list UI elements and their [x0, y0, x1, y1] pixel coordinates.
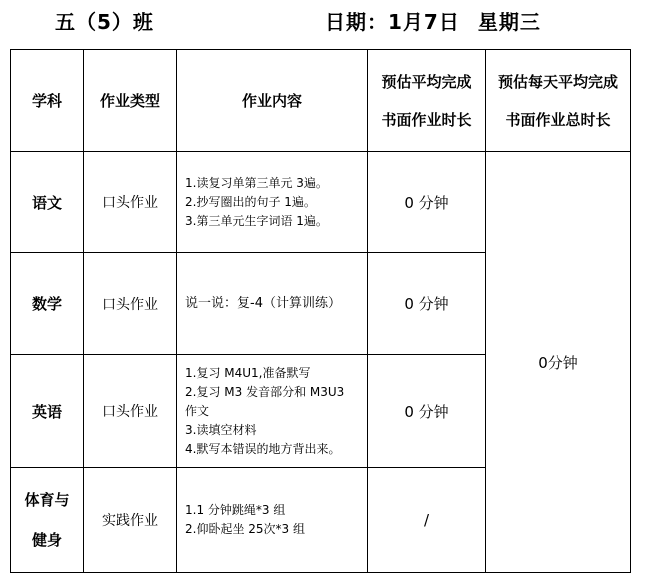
content-cell — [177, 468, 368, 573]
col-header-total-time — [486, 50, 631, 152]
type-cell: 口头作业 — [84, 152, 177, 253]
subject-line1: 体育与 — [24, 491, 70, 509]
col-header-content: 作业内容 — [177, 50, 368, 152]
time-cell: 0 分钟 — [368, 253, 486, 355]
time-cell: / — [368, 468, 486, 573]
type-cell: 口头作业 — [84, 253, 177, 355]
subject-cell: 英语 — [11, 355, 84, 468]
content-line: 2.抄写圈出的句子 1遍。 — [185, 194, 316, 209]
content-line: 3.读填空材料 — [185, 422, 257, 437]
content-line: 1.读复习单第三单元 3遍。 — [185, 175, 328, 190]
table-row — [11, 152, 631, 253]
col-header-total-time-line2: 书面作业总时长 — [505, 110, 611, 129]
class-name: 五（5）班 — [55, 10, 154, 34]
subject-cell: 语文 — [11, 152, 84, 253]
content-line: 作文 — [185, 403, 210, 418]
weekday: 星期三 — [477, 10, 541, 34]
header — [0, 6, 646, 36]
content-line: 1.1 分钟跳绳*3 组 — [185, 503, 286, 517]
col-header-avg-time-line1: 预估平均完成 — [381, 72, 472, 91]
content-line: 说一说：复-4（计算训练） — [185, 296, 341, 311]
header-row — [11, 50, 631, 152]
date-label: 日期：1月7日 — [325, 10, 460, 34]
date-line — [325, 6, 541, 35]
col-header-type: 作业类型 — [84, 50, 177, 152]
content-line: 2.复习 M3 发音部分和 M3U3 — [185, 384, 345, 399]
homework-table — [10, 49, 631, 573]
time-cell: 0 分钟 — [368, 355, 486, 468]
content-line: 1.复习 M4U1,准备默写 — [185, 365, 311, 380]
col-header-subject: 学科 — [11, 50, 84, 152]
content-cell — [177, 253, 368, 355]
content-line: 2.仰卧起坐 25次*3 组 — [185, 522, 305, 536]
time-cell: 0 分钟 — [368, 152, 486, 253]
subject-cell — [11, 468, 84, 573]
content-cell — [177, 355, 368, 468]
type-cell: 实践作业 — [84, 468, 177, 573]
type-cell: 口头作业 — [84, 355, 177, 468]
subject-cell: 数学 — [11, 253, 84, 355]
content-line: 4.默写本错误的地方背出来。 — [185, 441, 341, 456]
subject-line2: 健身 — [31, 531, 62, 549]
col-header-total-time-line1: 预估每天平均完成 — [497, 72, 618, 91]
col-header-avg-time — [368, 50, 486, 152]
col-header-avg-time-line2: 书面作业时长 — [381, 110, 472, 129]
total-time-cell: 0分钟 — [486, 152, 631, 573]
content-line: 3.第三单元生字词语 1遍。 — [185, 213, 328, 228]
content-cell — [177, 152, 368, 253]
